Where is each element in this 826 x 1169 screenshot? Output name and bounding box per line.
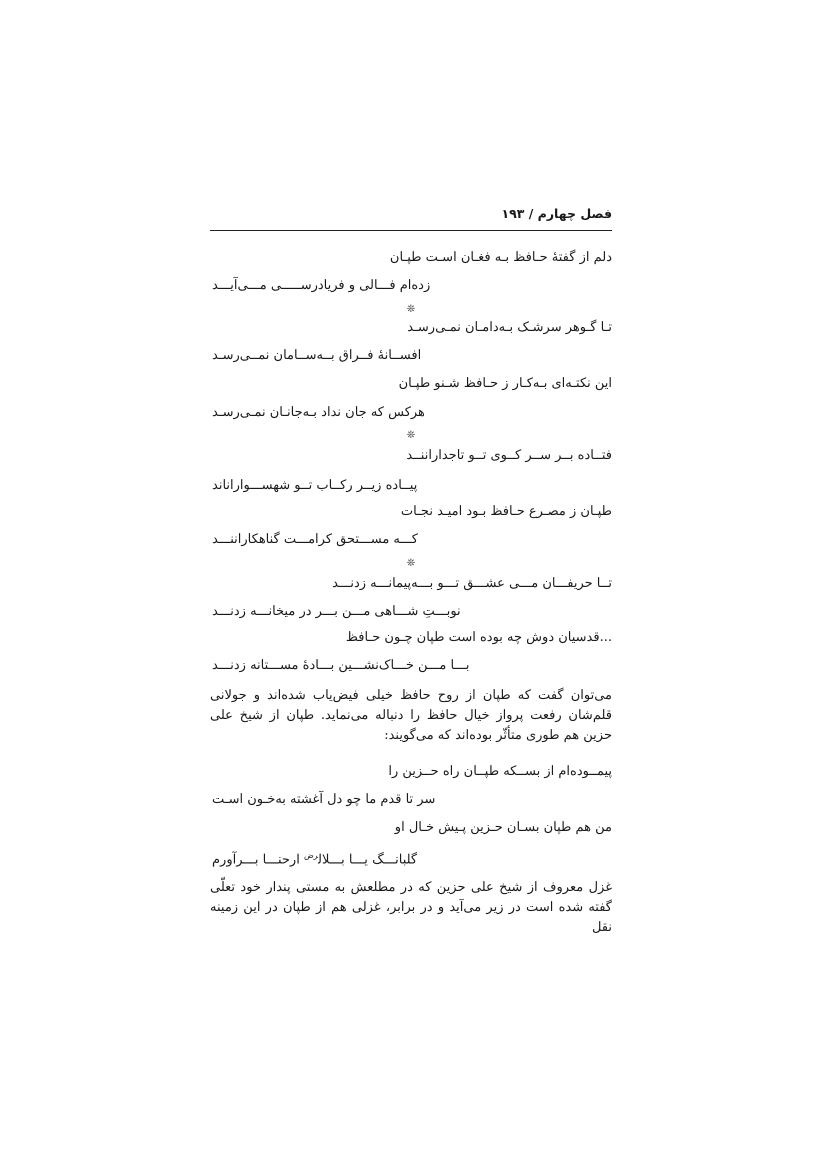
separator-star-icon: ❊ — [406, 304, 416, 315]
verse-hemistich-1: تــا حریفـــان مـــی عشـــق تـــو بـــه‌پیمانـــه زدنـــد — [332, 576, 612, 591]
verse-hemistich-1: دلم از گفتهٔ حـافظ بـه فغـان اسـت طپـان — [389, 250, 612, 265]
verse-hemistich-1: فتــاده بــر ســر کــوی تــو تاجداراننــد — [406, 448, 612, 463]
verse-hemistich-2: زده‌ام فـــالی و فریادرســـــی مـــی‌آیـــد — [212, 278, 431, 293]
verse-hemistich-2: سر تا قدم ما چو دل آغشته به‌خـون اسـت — [212, 792, 436, 807]
separator-star-icon: ❊ — [406, 558, 416, 569]
header-divider — [210, 230, 612, 231]
verse-hemistich-2: کـــه مســـتحق کرامـــت گناهکاراننـــد — [212, 532, 419, 547]
verse-text-part: گلبانـــگ یـــا بـــلال — [318, 852, 418, 868]
verse-hemistich-1: پیمــوده‌ام از بســکه طپــان راه حــزین را — [388, 764, 612, 779]
verse-hemistich-1: ...قدسیان دوش چه بوده است طپان چـون حـافظ — [345, 630, 612, 645]
verse-hemistich-1: طپـان ز مصـرع حـافظ بـود امیـد نجـات — [400, 504, 612, 519]
verse-hemistich-2: هرکس که جان نداد بـه‌جانـان نمـی‌رسـد — [212, 405, 425, 420]
honorific-superscript: رض — [303, 851, 319, 860]
prose-paragraph: غزل معروف از شیخ علی حزین که در مطلعش به مستی پندار خود تعلّی گفته شده است در زیر می‌آید و در برابر، غزلی هم از طپان در این زمینه نقل — [210, 880, 612, 935]
running-header: فصل چهارم / ۱۹۳ — [501, 206, 612, 221]
verse-hemistich-2: پیــاده زیــر رکــاب تــو شهســـواراناند — [212, 478, 418, 493]
verse-text-part: ارحنـــا بـــرآورم — [212, 852, 304, 868]
verse-hemistich-2: نوبـــتِ شـــاهی مـــن بـــر در میخانـــه زدنـــد — [212, 604, 461, 619]
verse-hemistich-2 — [212, 846, 612, 870]
verse-hemistich-2: بـــا مـــن خـــاک‌نشـــین بـــادهٔ مســـتانه زدنـــد — [212, 658, 470, 673]
separator-star-icon: ❊ — [406, 430, 416, 441]
verse-hemistich-1: من هم طپان بسـان حـزین پـیش خـال او — [394, 820, 612, 835]
verse-hemistich-1: تـا گـوهر سرشـک بـه‌دامـان نمـی‌رسـد — [407, 320, 612, 335]
verse-hemistich-2: افســانهٔ فــراق بــه‌ســامان نمــی‌رسـد — [212, 348, 422, 363]
verse-hemistich-1: این نکتـه‌ای بـه‌کـار ز حـافظ شـنو طپـان — [398, 376, 612, 391]
prose-paragraph: می‌توان گفت که طپان از روح حافظ خیلی فیض‌یاب شده‌اند و جولانی قلم‌شان رفعت پرواز خیال حافظ را دنباله می‌نماید. طپان از شیخ علی حزین هم طوری متأثّر بوده‌اند که می‌گویند: — [210, 688, 612, 743]
